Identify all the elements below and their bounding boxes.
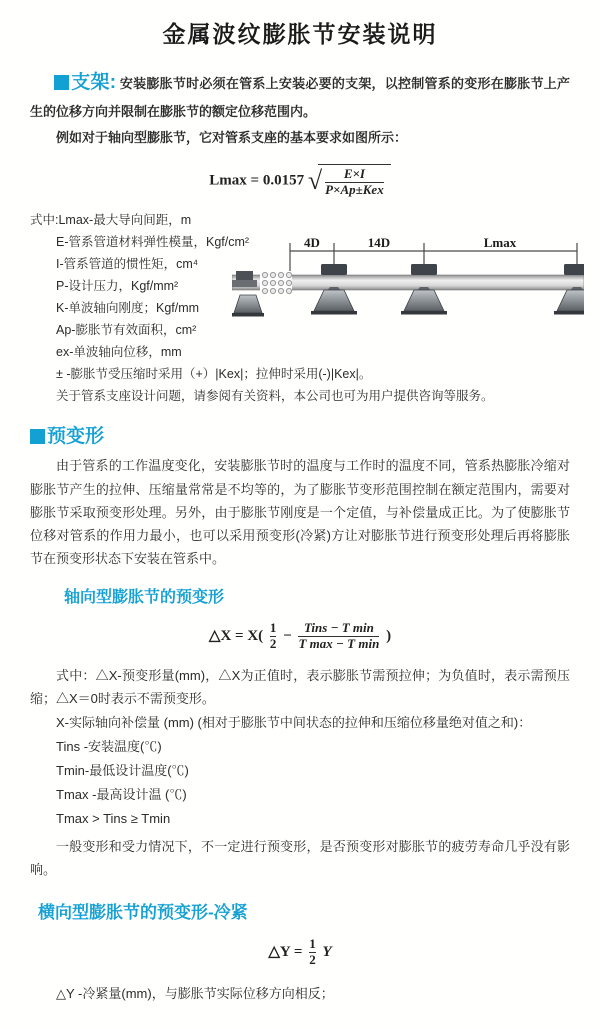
lmax-formula-lhs: Lmax = 0.0157 [209, 171, 305, 188]
lmax-fraction [322, 167, 387, 198]
frac-num: 1 [309, 935, 316, 951]
term-line: ± -膨胀节受压缩时采用（+）|Kex|；拉伸时采用(-)|Kex|。 [56, 367, 372, 382]
temp-fraction [295, 621, 382, 652]
frac-den: 2 [269, 636, 277, 652]
term-line: 式中:Lmax-最大导向间距，m [30, 213, 192, 228]
lateral-formula-lhs: △Y = [268, 943, 303, 960]
radical-sign: √ [307, 165, 323, 195]
half-fraction [306, 937, 319, 968]
dim-label-lmax: Lmax [483, 235, 517, 251]
lateral-predeform-heading: 横向型膨胀节的预变形-冷紧 [38, 902, 248, 922]
term-line: ex-单波轴向位移，mm [56, 345, 182, 360]
half-fraction [267, 621, 280, 652]
term-line: Tmax -最高设计温 (℃) [56, 786, 187, 802]
lateral-note-line: △Y -冷紧量(mm)，与膨胀节实际位移方向相反； [56, 985, 334, 1001]
lateral-formula [30, 937, 570, 968]
term-line: K-单波轴向刚度；Kgf/mm [56, 301, 200, 316]
lmax-numerator: E×I [343, 165, 365, 181]
pipe-support-diagram [232, 235, 584, 333]
support-intro-text: 安装膨胀节时必须在管系上安装必要的支架，以控制管系的变形在膨胀节上产生的位移方向并限制在膨胀节的额定位移范围内。 [30, 76, 570, 120]
pipe-diagram-svg [232, 235, 584, 333]
axial-explain-paragraph: 式中：△X-预变形量(mm)，△X为正值时，表示膨胀节需预拉伸；为负值时，表示需预压缩；△X＝0时表示不需预变形。 [30, 667, 570, 707]
term-line: E-管系管道材料弹性模量，Kgf/cm² [56, 235, 250, 250]
term-line: Ap-膨胀节有效面积，cm² [56, 323, 197, 338]
term-line: Tins -安装温度(℃) [56, 738, 162, 754]
support-section-title: 支架: [71, 72, 117, 93]
support-example-line: 例如对于轴向型膨胀节，它对管系支座的基本要求如图所示： [56, 130, 408, 146]
frac-num: 1 [269, 620, 277, 636]
radical-body [318, 164, 391, 198]
frac-num: Tins − T min [303, 620, 374, 636]
support-note-line: 关于管系支座设计问题，请参阅有关资料，本公司也可为用户提供咨询等服务。 [56, 389, 494, 404]
formula-terms-block [30, 209, 570, 407]
predeform-section-title: 预变形 [47, 426, 105, 448]
axial-formula-lhs: △X = X( [208, 627, 264, 644]
term-line: Tmax > Tins ≥ Tmin [56, 810, 171, 826]
support-intro-paragraph [30, 65, 570, 124]
term-line: Tmin-最低设计温度(℃) [56, 762, 189, 778]
lateral-formula-rhs: Y [322, 943, 332, 960]
minus-sign: − [283, 627, 292, 644]
page-title: 金属波纹膨胀节安装说明 [162, 21, 438, 47]
predeform-paragraph: 由于管系的工作温度变化，安装膨胀节时的温度与工作时的温度不同，管系热膨胀冷缩对膨胀节产生的拉伸、压缩量常常是不均等的，为了膨胀节变形范围控制在额定范围内，需要对膨胀节采取预变形处理。另外，由于膨胀节刚度是一个定值，与补偿量成正比。为了使膨胀节位移对管系的作用力最小，也可以采用预变形(冷紧)方让对膨胀节进行预变形处理后再将膨胀节在预变形状态下安装在管系中。 [30, 458, 570, 566]
frac-den: T max − T min [298, 636, 380, 652]
axial-terms-list [30, 711, 570, 831]
axial-formula-rhs: ) [386, 627, 392, 644]
lmax-denominator: P×Ap±Kex [325, 181, 384, 197]
dim-label-14d: 14D [367, 235, 391, 251]
term-line: P-设计压力，Kgf/mm² [56, 279, 179, 294]
frac-den: 2 [309, 951, 316, 967]
lmax-formula [30, 164, 570, 198]
section-bullet-icon [54, 75, 69, 90]
axial-formula [30, 621, 570, 652]
bellows-icon [260, 272, 292, 294]
term-line: I-管系管道的惯性矩，cm⁴ [56, 257, 199, 272]
section-bullet-icon [30, 429, 45, 444]
axial-predeform-heading: 轴向型膨胀节的预变形 [64, 589, 225, 607]
predeform-section-header [30, 421, 570, 448]
dim-label-4d: 4D [304, 235, 320, 251]
axial-note-line: 一般变形和受力情况下，不一定进行预变形，是否预变形对膨胀节的疲劳寿命几乎没有影响。 [30, 838, 570, 878]
term-line: X-实际轴向补偿量 (mm) (相对于膨胀节中间状态的拉伸和压缩位移量绝对值之和)： [56, 714, 532, 730]
